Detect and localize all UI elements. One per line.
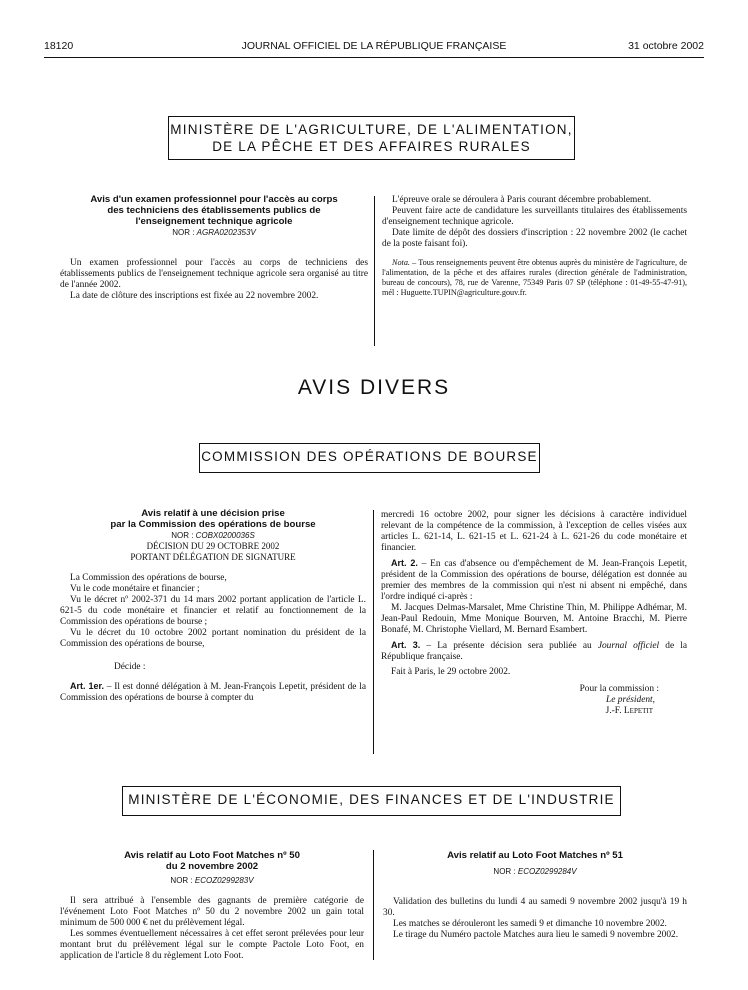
cob-title-line1: Avis relatif à une décision prise [141, 508, 285, 519]
cob-paragraph-2: Vu le code monétaire et financier ; [70, 584, 200, 594]
cob-signature-3: J.-F. Lepetit [605, 706, 653, 716]
header-rule [44, 57, 704, 58]
cob-article-1: Art. 1er. – Il est donné délégation à M. Jean-François Lepetit, président de la Commission des opérations de bourse à compter du [60, 681, 366, 703]
ministry-agriculture-line2: DE LA PÊCHE ET DES AFFAIRES RURALES [212, 139, 531, 154]
cob-signature-2: Le président, [606, 695, 655, 705]
agriculture-left-column [60, 194, 368, 302]
cob-title-line2: par la Commission des opérations de bourse [110, 519, 316, 530]
cob-paragraph-3: Vu le décret nº 2002-371 du 14 mars 2002 portant application de l'article L. 621-5 du code monétaire et financier et relatif au fonctionnement de la Commission des opérations de bourse ; [60, 595, 366, 627]
ministry-agriculture-line1: MINISTÈRE DE L'AGRICULTURE, DE L'ALIMENTATION, [170, 122, 573, 137]
cob-left-column [60, 508, 366, 704]
ministry-agriculture-box [168, 116, 575, 160]
agriculture-nota: Nota. – Tous renseignements peuvent être obtenus auprès du ministère de l'agriculture, de l'alimentation, de la pêche et des affaires rurales (direction générale de l'administration, bureau de concours), 78, rue de Varenne, 75349 Paris 07 SP (téléphone : 01-49-55-47-91), mél : Huguette.TUPIN@agriculture.gouv.fr. [382, 258, 687, 297]
agriculture-right-paragraph-3: Date limite de dépôt des dossiers d'inscription : 22 novembre 2002 (le cachet de la poste faisant foi). [382, 228, 687, 249]
cob-decision-line1: DÉCISION DU 29 OCTOBRE 2002 [146, 541, 280, 551]
agriculture-title-line3: l'enseignement technique agricole [135, 216, 293, 227]
loto-51-nor: NOR : ECOZ0299284V [493, 867, 577, 876]
ministry-economie-name: MINISTÈRE DE L'ÉCONOMIE, DES FINANCES ET DE L'INDUSTRIE [128, 792, 615, 807]
agriculture-title-line1: Avis d'un examen professionnel pour l'accès au corps [90, 194, 338, 205]
agriculture-left-paragraph-1: Un examen professionnel pour l'accès au corps de techniciens des établissements publics de l'enseignement technique agricole sera organisé au titre de l'année 2002. [60, 258, 368, 290]
agriculture-right-paragraph-1: L'épreuve orale se déroulera à Paris courant décembre probablement. [392, 195, 652, 205]
loto-50-paragraph-1: Il sera attribué à l'ensemble des gagnants de première catégorie de l'événement Loto Foot Matches nº 50 du 2 novembre 2002 un gain total minimum de 500 000 € net du prélèvement légal. [60, 896, 364, 928]
agriculture-column-divider [374, 196, 375, 346]
issue-date: 31 octobre 2002 [628, 40, 704, 52]
loto-50-nor: NOR : ECOZ0299283V [170, 876, 254, 885]
economie-column-divider [373, 850, 374, 960]
cob-fait: Fait à Paris, le 29 octobre 2002. [391, 667, 511, 677]
loto-50-paragraph-2: Les sommes éventuellement nécessaires à cet effet seront prélevées pour leur montant brut du prélèvement légal sur le compte Pactole Loto Foot, en application de l'article 8 du règlement Loto Foot. [60, 929, 364, 961]
economie-left-column [60, 850, 364, 962]
loto-51-paragraph-1: Validation des bulletins du lundi 4 au samedi 9 novembre 2002 jusqu'à 19 h 30. [383, 897, 687, 918]
cob-members: M. Jacques Delmas-Marsalet, Mme Christine Thin, M. Philippe Adhémar, M. Jean-Paul Redouin, Mme Monique Bourven, M. Antoine Bracchi, M. Pierre Bonafé, M. Christophe Viellard, M. Bernard Esambert. [381, 603, 687, 635]
cob-right-paragraph-1: mercredi 16 octobre 2002, pour signer les décisions à caractère individuel relevant de la compétence de la commission, à l'exception de celles visées aux articles L. 621-14, L. 621-15 et L. 621-24 à L. 621-26 du code monétaire et financier. [381, 510, 687, 553]
commission-name: COMMISSION DES OPÉRATIONS DE BOURSE [201, 449, 538, 464]
cob-decision-line2: PORTANT DÉLÉGATION DE SIGNATURE [130, 552, 296, 562]
ministry-economie-box [122, 786, 621, 816]
loto-51-paragraph-3: Le tirage du Numéro pactole Matches aura lieu le samedi 9 novembre 2002. [393, 930, 679, 940]
cob-nor: NOR : COBX0200036S [171, 531, 255, 540]
agriculture-title-line2: des techniciens des établissements publics de [107, 205, 321, 216]
economie-right-column [383, 850, 687, 941]
page-header [44, 40, 704, 56]
agriculture-nor: NOR : AGRA0202353V [172, 228, 256, 237]
cob-right-column [381, 510, 687, 717]
commission-box [199, 443, 540, 473]
agriculture-right-column [382, 195, 687, 298]
cob-article-2: Art. 2. – En cas d'absence ou d'empêchement de M. Jean-François Lepetit, président de la Commission des opérations de bourse, délégation est donnée au premier des membres de la commission qui n'est ni absent ni empêché, dans l'ordre indiqué ci-après : [381, 558, 687, 602]
cob-signature-1: Pour la commission : [579, 684, 659, 694]
cob-paragraph-4: Vu le décret du 10 octobre 2002 portant nomination du président de la Commission des opérations de bourse, [60, 628, 366, 649]
cob-column-divider [373, 510, 374, 754]
loto-50-title-line1: Avis relatif au Loto Foot Matches nº 50 [124, 850, 300, 861]
cob-article-3: Art. 3. – La présente décision sera publiée au Journal officiel de la République française. [381, 640, 687, 662]
loto-51-paragraph-2: Les matches se dérouleront les samedi 9 et dimanche 10 novembre 2002. [393, 919, 667, 929]
agriculture-right-paragraph-2: Peuvent faire acte de candidature les surveillants titulaires des établissements d'enseignement technique agricole. [382, 206, 687, 227]
page-number: 18120 [44, 40, 74, 52]
loto-50-title-line2: du 2 novembre 2002 [165, 861, 259, 872]
cob-paragraph-1: La Commission des opérations de bourse, [70, 573, 227, 583]
cob-decide: Décide : [114, 662, 146, 672]
loto-51-title: Avis relatif au Loto Foot Matches nº 51 [447, 850, 623, 861]
section-title-avis-divers: AVIS DIVERS [297, 376, 451, 399]
agriculture-left-paragraph-2: La date de clôture des inscriptions est fixée au 22 novembre 2002. [70, 291, 319, 301]
journal-title: JOURNAL OFFICIEL DE LA RÉPUBLIQUE FRANÇAISE [241, 40, 507, 52]
